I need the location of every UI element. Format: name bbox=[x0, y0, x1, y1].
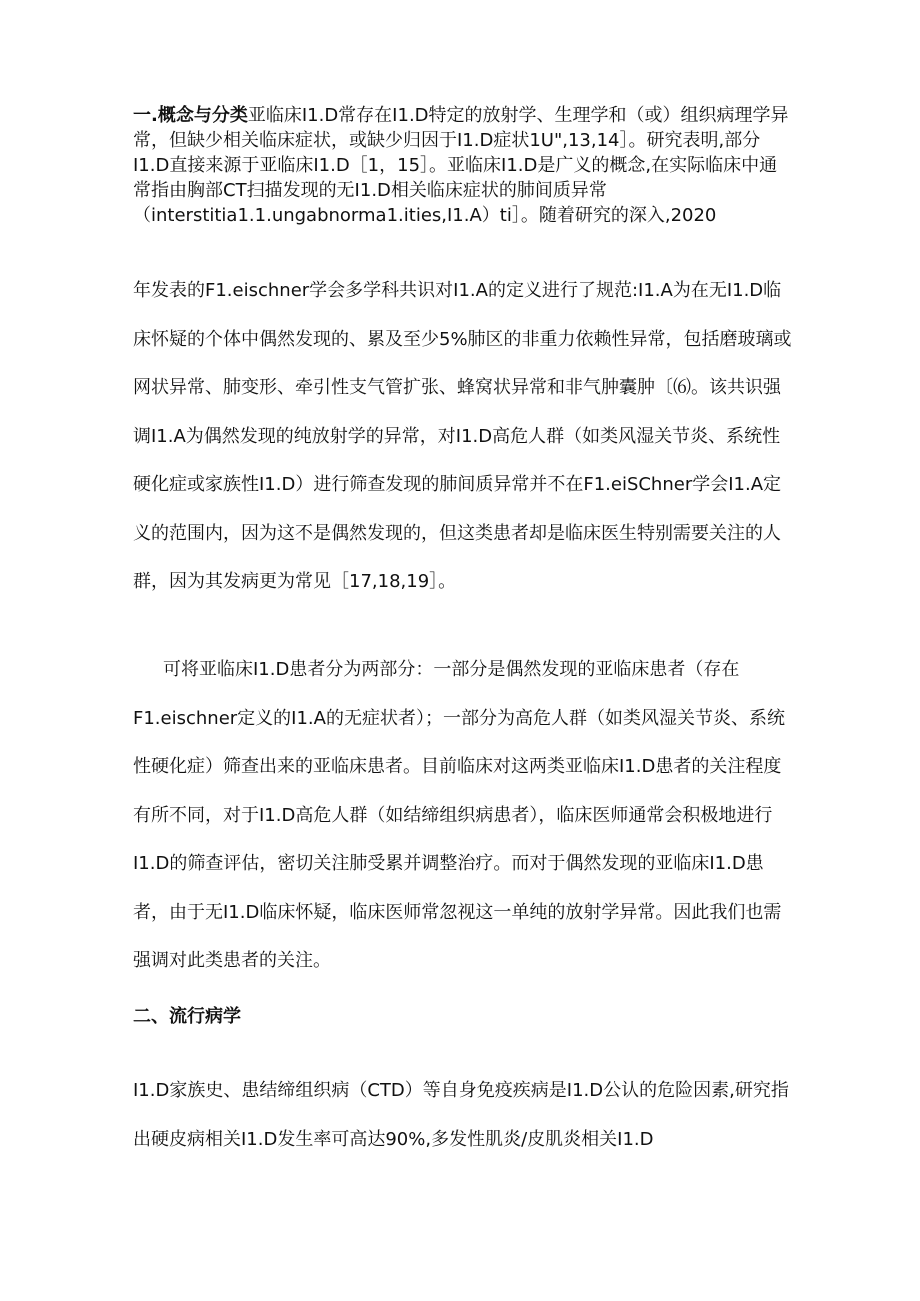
section1-intro-paragraph bbox=[133, 103, 795, 228]
section1-classification-paragraph: 可将亚临床I1.D患者分为两部分：一部分是偶然发现的亚临床患者（存在F1.eischner定义的I1.A的无症状者）；一部分为高危人群（如类风湿关节炎、系统性硬化症）筛查出来的亚临床患者。目前临床对这两类亚临床I1.D患者的关注程度有所不同，对于I1.D高危人群（如结缔组织病患者），临床医师通常会积极地进行I1.D的筛查评估，密切关注肺受累并调整治疗。而对于偶然发现的亚临床I1.D患者，由于无I1.D临床怀疑，临床医师常忽视这一单纯的放射学异常。因此我们也需强调对此类患者的关注。 bbox=[133, 659, 785, 971]
section1-intro-text: 亚临床I1.D常存在I1.D特定的放射学、生理学和（或）组织病理学异常，但缺少相关临床症状，或缺少归因于I1.D症状1U",13,14］。研究表明,部分I1.D直接来源于亚临床I1.D［1，15］。亚临床I1.D是广义的概念,在实际临床中通常指由胸部CT扫描发现的无I1.D相关临床症状的肺间质异常（interstitia1.1.ungabnorma1.ities,I1.A）ti］。随着研究的深入,2020 bbox=[133, 105, 789, 226]
section2-heading: 二、流行病学 bbox=[133, 1006, 241, 1027]
section1-definition-paragraph: 年发表的F1.eischner学会多学科共识对I1.A的定义进行了规范:I1.A为在无I1.D临床怀疑的个体中偶然发现的、累及至少5%肺区的非重力依赖性异常，包括磨玻璃或网状异常、肺变形、牵引性支气管扩张、蜂窝状异常和非气肿囊肿〔⑹。该共识强调I1.A为偶然发现的纯放射学的异常，对I1.D高危人群（如类风湿关节炎、系统性硬化症或家族性I1.D）进行筛查发现的肺间质异常并不在F1.eiSChner学会I1.A定义的范围内，因为这不是偶然发现的，但这类患者却是临床医生特别需要关注的人群，因为其发病更为常见［17,18,19］。 bbox=[133, 280, 792, 592]
section2-epidemiology-paragraph: I1.D家族史、患结缔组织病（CTD）等自身免疫疾病是I1.D公认的危险因素,研究指出硬皮病相关I1.D发生率可高达90%,多发性肌炎/皮肌炎相关I1.D bbox=[133, 1080, 789, 1150]
section1-heading: 一.概念与分类 bbox=[133, 105, 248, 126]
